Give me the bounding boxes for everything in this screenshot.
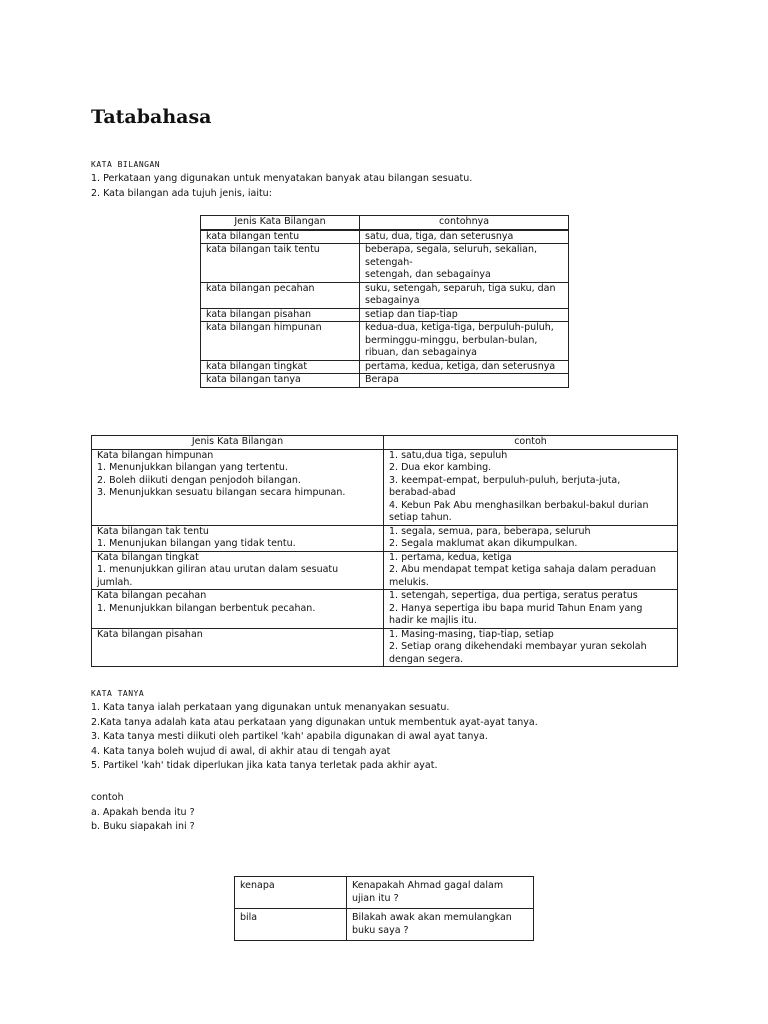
column-header: contohnya (360, 216, 569, 230)
table-cell (92, 525, 384, 551)
cell-line: ujian itu ? (352, 892, 399, 904)
table-cell (384, 551, 678, 590)
cell-line: setengah, dan sebagainya (365, 269, 491, 280)
table-header-row (92, 436, 678, 450)
cell-line: 1. segala, semua, para, beberapa, seluruh (389, 525, 591, 537)
cell-line: berabad-abad (389, 487, 456, 498)
table-cell (384, 628, 678, 667)
column-header: Jenis Kata Bilangan (201, 216, 360, 230)
table-cell (92, 449, 384, 525)
section-heading-kata-tanya: KATA TANYA (91, 689, 145, 698)
section-heading-kata-bilangan: KATA BILANGAN (91, 160, 161, 169)
cell-line: 1. pertama, kedua, ketiga (389, 551, 512, 563)
table-row (235, 909, 534, 941)
cell-line: ribuan, dan sebagainya (365, 347, 477, 358)
table-cell (360, 360, 569, 374)
table-row (201, 230, 569, 244)
table-cell (347, 909, 534, 941)
cell-line: 1. menunjukkan giliran atau urutan dalam sesuatu (97, 564, 339, 575)
cell-line: setiap tahun. (389, 512, 452, 523)
cell-line: dengan segera. (389, 653, 464, 665)
kata-bilangan-points (91, 172, 472, 201)
cell-line: 2. Hanya sepertiga ibu bapa murid Tahun Enam yang (389, 602, 643, 614)
table-cell (92, 628, 384, 667)
table-row (201, 282, 569, 308)
table-row (92, 551, 678, 590)
point-line: 4. Kata tanya boleh wujud di awal, di akhir atau di tengah ayat (91, 745, 391, 757)
table-cell: kata bilangan tentu (201, 230, 360, 244)
table-cell (347, 877, 534, 909)
cell-line: 1. setengah, sepertiga, dua pertiga, seratus peratus (389, 590, 638, 601)
table-row (92, 525, 678, 551)
point-line: 2.Kata tanya adalah kata atau perkataan yang digunakan untuk membentuk ayat-ayat tanya. (91, 716, 538, 728)
cell-line: 1. Menunjukkan bilangan berbentuk pecahan. (97, 602, 316, 614)
table-cell (360, 244, 569, 283)
cell-line: 4. Kebun Pak Abu menghasilkan berbakul-bakul durian (389, 499, 649, 511)
table-row (92, 449, 678, 525)
table-kata-tanya-contoh (234, 876, 534, 941)
table-cell (360, 308, 569, 322)
cell-line: sebagainya (365, 295, 420, 306)
cell-line: satu, dua, tiga, dan seterusnya (365, 230, 514, 242)
table-row (201, 360, 569, 374)
table-jenis-kata-bilangan (200, 215, 569, 388)
column-header: Jenis Kata Bilangan (92, 436, 384, 450)
cell-line: Bilakah awak akan memulangkan (352, 912, 512, 923)
cell-line: jumlah. (97, 576, 133, 588)
example-line: b. Buku siapakah ini ? (91, 821, 195, 832)
table-cell: kata bilangan taik tentu (201, 244, 360, 283)
table-cell (360, 230, 569, 244)
table-cell: kata bilangan tingkat (201, 360, 360, 374)
table-cell: kata bilangan pecahan (201, 282, 360, 308)
table-row (235, 877, 534, 909)
cell-line: 2. Dua ekor kambing. (389, 462, 492, 473)
table-cell (92, 590, 384, 629)
example-line: a. Apakah benda itu ? (91, 806, 195, 818)
cell-line: berminggu-minggu, berbulan-bulan, (365, 334, 538, 346)
cell-line: 1. Menunjukan bilangan yang tidak tentu. (97, 538, 296, 549)
table-row (201, 244, 569, 283)
cell-line: 3. Menunjukkan sesuatu bilangan secara himpunan. (97, 487, 346, 498)
table-cell: kenapa (235, 877, 347, 909)
table-cell: kata bilangan himpunan (201, 322, 360, 361)
table-cell (360, 374, 569, 388)
point-line: 5. Partikel 'kah' tidak diperlukan jika kata tanya terletak pada akhir ayat. (91, 760, 438, 771)
column-header: contoh (384, 436, 678, 450)
cell-line: pertama, kedua, ketiga, dan seterusnya (365, 360, 556, 372)
cell-line: melukis. (389, 576, 429, 588)
cell-line: 2. Segala maklumat akan dikumpulkan. (389, 538, 578, 549)
cell-line: 2. Setiap orang dikehendaki membayar yuran sekolah (389, 641, 647, 652)
cell-line: hadir ke majlis itu. (389, 615, 477, 626)
table-cell (360, 322, 569, 361)
kata-tanya-points (91, 701, 538, 774)
point-line: 2. Kata bilangan ada tujuh jenis, iaitu: (91, 187, 272, 199)
cell-line: setengah- (365, 256, 413, 268)
table-header-row (201, 216, 569, 230)
table-row (201, 374, 569, 388)
table-row (201, 308, 569, 322)
cell-line: 2. Abu mendapat tempat ketiga sahaja dalam peraduan (389, 564, 657, 575)
kata-tanya-examples (91, 791, 195, 835)
table-row (92, 590, 678, 629)
cell-line: 1. Menunjukkan bilangan yang tertentu. (97, 462, 288, 473)
cell-line: Kata bilangan tak tentu (97, 525, 209, 537)
cell-line: 2. Boleh diikuti dengan penjodoh bilangan. (97, 474, 301, 486)
table-row (201, 322, 569, 361)
point-line: 3. Kata tanya mesti diikuti oleh partikel 'kah' apabila digunakan di awal ayat tanya. (91, 731, 488, 742)
cell-line: Kata bilangan tingkat (97, 551, 199, 563)
table-cell: kata bilangan tanya (201, 374, 360, 388)
table-cell (384, 590, 678, 629)
cell-line: suku, setengah, separuh, tiga suku, dan (365, 282, 556, 294)
table-cell: kata bilangan pisahan (201, 308, 360, 322)
table-cell (360, 282, 569, 308)
point-line: 1. Kata tanya ialah perkataan yang digunakan untuk menanyakan sesuatu. (91, 702, 450, 713)
table-cell (92, 551, 384, 590)
table-kata-bilangan-contoh (91, 435, 678, 667)
cell-line: 1. satu,dua tiga, sepuluh (389, 449, 508, 461)
point-line: 1. Perkataan yang digunakan untuk menyatakan banyak atau bilangan sesuatu. (91, 173, 473, 184)
cell-line: Kata bilangan pisahan (97, 628, 203, 640)
cell-line: 3. keempat-empat, berpuluh-puluh, berjuta-juta, (389, 474, 621, 486)
table-cell (384, 449, 678, 525)
cell-line: setiap dan tiap-tiap (365, 308, 458, 320)
cell-line: Kata bilangan himpunan (97, 449, 214, 461)
cell-line: beberapa, segala, seluruh, sekalian, (365, 244, 538, 255)
table-cell: bila (235, 909, 347, 941)
table-cell (384, 525, 678, 551)
page-title: Tatabahasa (91, 106, 212, 128)
cell-line: Kata bilangan pecahan (97, 590, 207, 601)
cell-line: kedua-dua, ketiga-tiga, berpuluh-puluh, (365, 322, 554, 333)
cell-line: 1. Masing-masing, tiap-tiap, setiap (389, 628, 554, 640)
cell-line: Kenapakah Ahmad gagal dalam (352, 880, 504, 891)
cell-line: buku saya ? (352, 924, 409, 936)
example-label: contoh (91, 792, 124, 803)
cell-line: Berapa (365, 374, 399, 385)
table-row (92, 628, 678, 667)
